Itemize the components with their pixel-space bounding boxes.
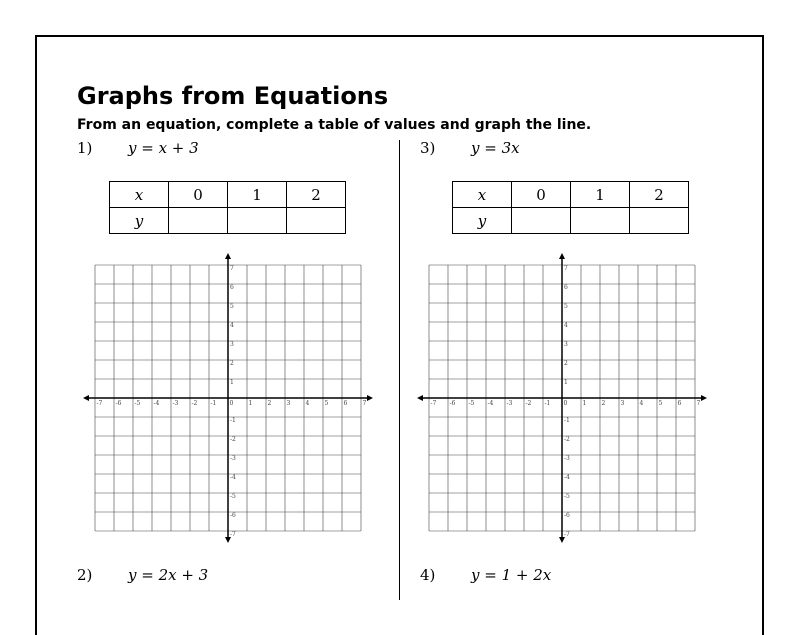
question-1-table xyxy=(109,181,346,234)
table-x-value: 0 xyxy=(512,182,571,208)
question-3-grid[interactable] xyxy=(414,252,714,546)
x-tick-label: 7 xyxy=(696,400,701,407)
x-tick-label: -7 xyxy=(430,400,437,407)
table-y-blank[interactable] xyxy=(169,208,228,234)
x-tick-label: 5 xyxy=(324,400,329,407)
x-tick-label: 3 xyxy=(620,400,625,407)
x-tick-label: 6 xyxy=(343,400,348,407)
table-y-blank[interactable] xyxy=(512,208,571,234)
table-x-value: 1 xyxy=(228,182,287,208)
question-2-number: 2) xyxy=(77,566,93,584)
x-tick-label: -3 xyxy=(506,400,513,407)
x-tick-label: -2 xyxy=(525,400,532,407)
y-tick-label: 3 xyxy=(230,341,234,348)
table-x-header: x xyxy=(453,182,512,208)
y-tick-label: -5 xyxy=(230,493,236,500)
x-tick-label: 5 xyxy=(658,400,663,407)
y-tick-label: -1 xyxy=(230,417,236,424)
x-tick-label: 6 xyxy=(677,400,682,407)
arrow-right-icon xyxy=(367,395,373,401)
y-tick-label: 4 xyxy=(564,322,568,329)
table-y-header: y xyxy=(110,208,169,234)
x-tick-label: -5 xyxy=(134,400,141,407)
y-tick-label: 5 xyxy=(564,303,568,310)
table-row-y xyxy=(110,208,346,234)
question-3-table xyxy=(452,181,689,234)
y-tick-label: -3 xyxy=(230,455,236,462)
x-tick-label: -6 xyxy=(115,400,122,407)
table-x-value: 2 xyxy=(287,182,346,208)
x-tick-label: -1 xyxy=(210,400,217,407)
y-tick-label: 2 xyxy=(230,360,234,367)
table-row-x xyxy=(453,182,689,208)
table-row-y xyxy=(453,208,689,234)
x-tick-label: 1 xyxy=(248,400,253,407)
x-tick-label: 2 xyxy=(601,400,606,407)
x-tick-label: -5 xyxy=(468,400,475,407)
table-y-blank[interactable] xyxy=(571,208,630,234)
y-tick-label: 7 xyxy=(230,265,234,272)
question-1-equation: y = x + 3 xyxy=(128,139,199,157)
y-tick-label: -5 xyxy=(564,493,570,500)
question-3-number: 3) xyxy=(420,139,436,157)
column-divider xyxy=(399,140,400,600)
y-tick-label: -3 xyxy=(564,455,570,462)
x-tick-label: 7 xyxy=(362,400,367,407)
x-tick-label: -3 xyxy=(172,400,179,407)
table-row-x xyxy=(110,182,346,208)
x-tick-label: 0 xyxy=(229,400,234,407)
table-y-header: y xyxy=(453,208,512,234)
question-1-number: 1) xyxy=(77,139,93,157)
x-tick-label: 2 xyxy=(267,400,272,407)
question-3-equation: y = 3x xyxy=(471,139,520,157)
x-tick-label: 3 xyxy=(286,400,291,407)
table-x-value: 2 xyxy=(630,182,689,208)
arrow-up-icon xyxy=(225,253,231,259)
arrow-left-icon xyxy=(83,395,89,401)
y-tick-label: 1 xyxy=(564,379,568,386)
x-tick-label: 4 xyxy=(305,400,310,407)
y-tick-label: -4 xyxy=(564,474,570,481)
table-y-blank[interactable] xyxy=(630,208,689,234)
y-tick-label: -7 xyxy=(564,531,570,538)
y-tick-label: -1 xyxy=(564,417,570,424)
table-y-blank[interactable] xyxy=(228,208,287,234)
y-tick-label: 2 xyxy=(564,360,568,367)
x-tick-label: 4 xyxy=(639,400,644,407)
page-title: Graphs from Equations xyxy=(77,82,389,110)
y-tick-label: -2 xyxy=(564,436,570,443)
y-tick-label: 7 xyxy=(564,265,568,272)
y-tick-label: 6 xyxy=(230,284,234,291)
x-tick-label: -4 xyxy=(487,400,494,407)
question-1-grid[interactable] xyxy=(80,252,380,546)
table-y-blank[interactable] xyxy=(287,208,346,234)
y-tick-label: -6 xyxy=(564,512,570,519)
x-tick-label: 1 xyxy=(582,400,587,407)
x-tick-label: -1 xyxy=(544,400,551,407)
y-tick-label: 3 xyxy=(564,341,568,348)
instructions: From an equation, complete a table of values and graph the line. xyxy=(77,117,592,133)
x-tick-label: -7 xyxy=(96,400,103,407)
x-tick-label: -2 xyxy=(191,400,198,407)
question-4-number: 4) xyxy=(420,566,436,584)
y-tick-label: -2 xyxy=(230,436,236,443)
y-tick-label: -4 xyxy=(230,474,236,481)
arrow-up-icon xyxy=(559,253,565,259)
x-tick-label: -6 xyxy=(449,400,456,407)
table-x-value: 0 xyxy=(169,182,228,208)
arrow-right-icon xyxy=(701,395,707,401)
y-tick-label: 5 xyxy=(230,303,234,310)
table-x-header: x xyxy=(110,182,169,208)
y-tick-label: -6 xyxy=(230,512,236,519)
arrow-left-icon xyxy=(417,395,423,401)
y-tick-label: 4 xyxy=(230,322,234,329)
table-x-value: 1 xyxy=(571,182,630,208)
y-tick-label: 6 xyxy=(564,284,568,291)
question-4-equation: y = 1 + 2x xyxy=(471,566,552,584)
x-tick-label: -4 xyxy=(153,400,160,407)
y-tick-label: 1 xyxy=(230,379,234,386)
question-2-equation: y = 2x + 3 xyxy=(128,566,209,584)
y-tick-label: -7 xyxy=(230,531,236,538)
x-tick-label: 0 xyxy=(563,400,568,407)
